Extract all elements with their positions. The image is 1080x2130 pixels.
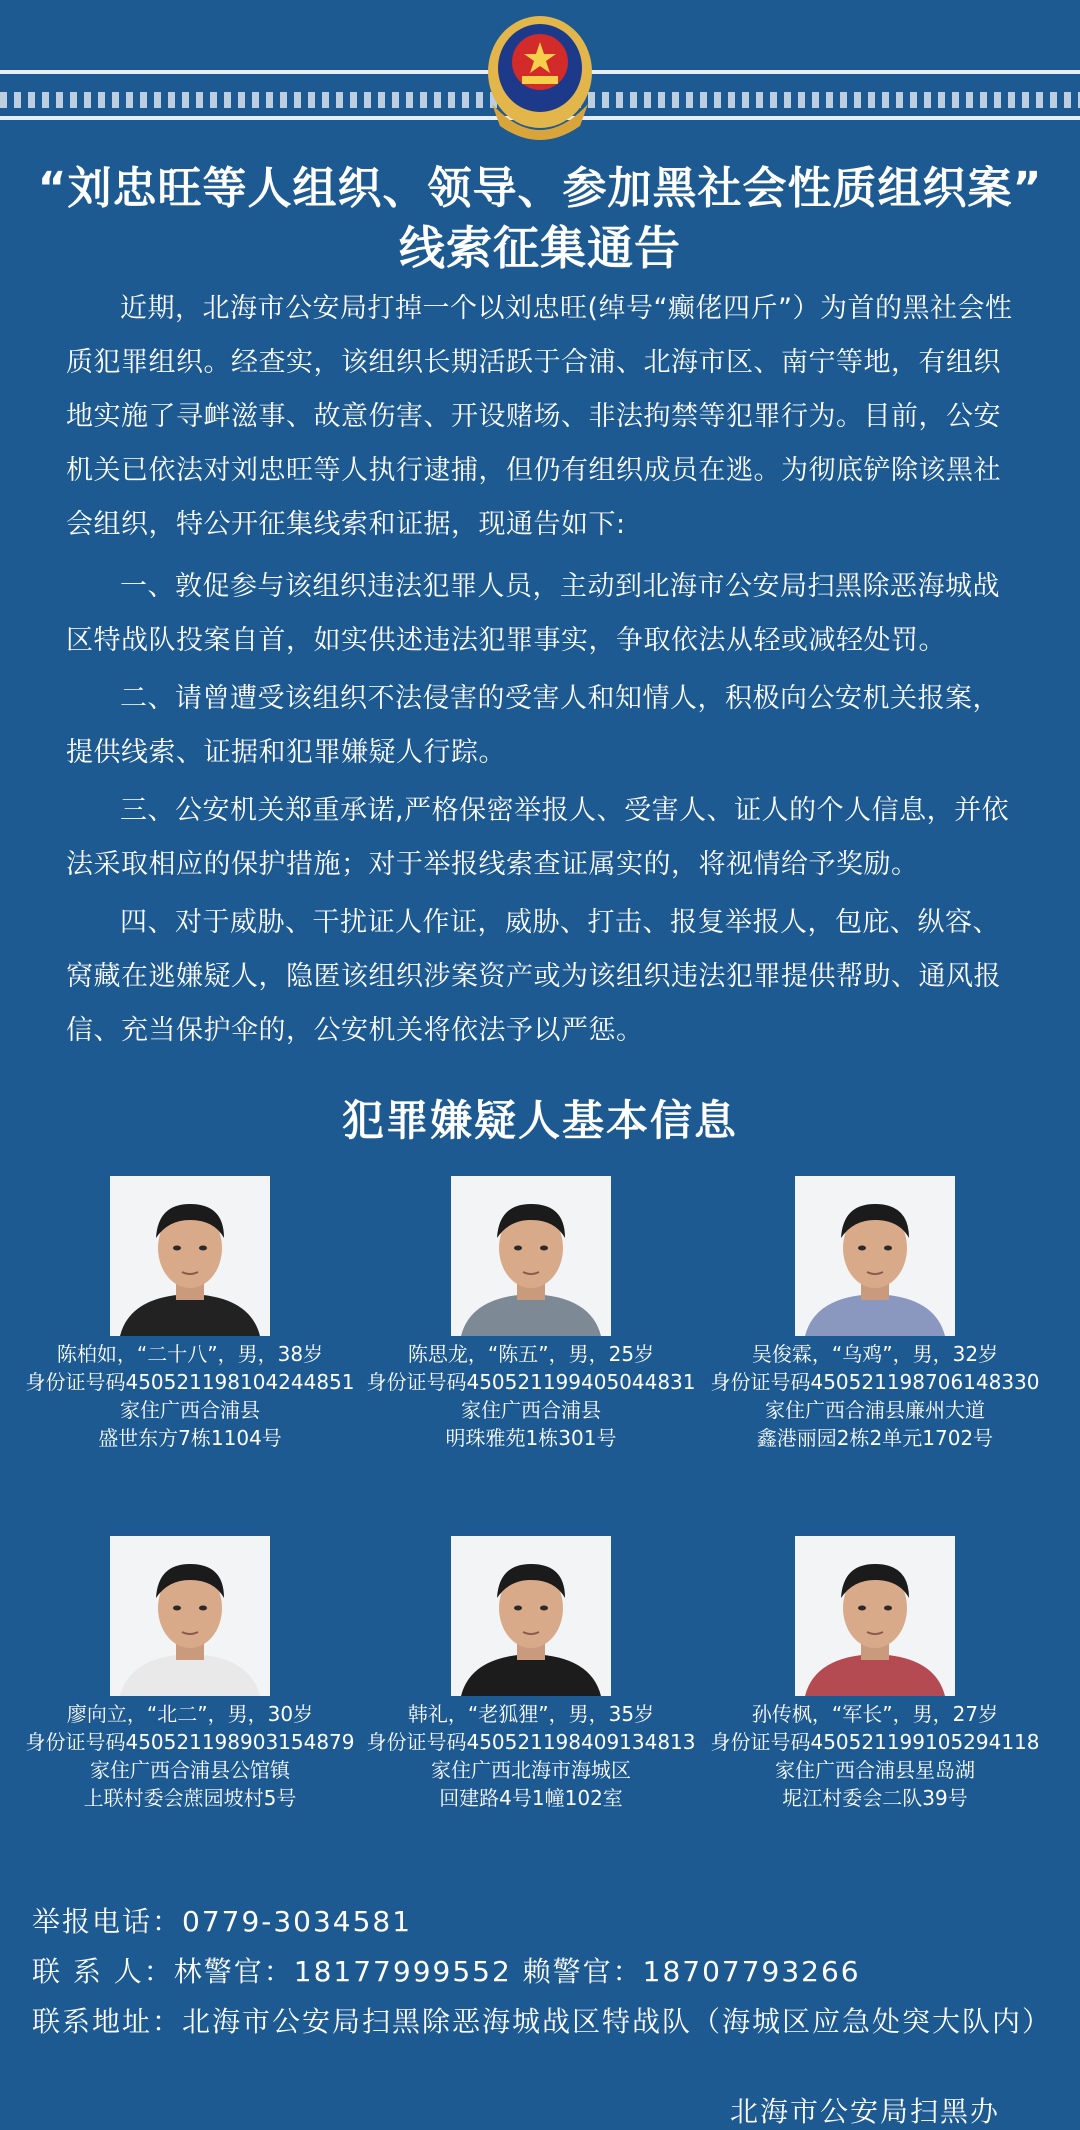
- police-emblem-icon: [472, 6, 608, 142]
- suspect-line4: 坭江村委会二队39号: [782, 1786, 968, 1810]
- suspect-line1: 孙传枫，“军长”，男，27岁: [751, 1702, 999, 1726]
- paragraph-item-1: 一、敦促参与该组织违法犯罪人员，主动到北海市公安局扫黑除恶海城战区特战队投案自首，如实供述违法犯罪事实，争取依法从轻或减轻处罚。: [66, 571, 1000, 656]
- suspect-card: [710, 1176, 1040, 1452]
- suspect-line2: 身份证号码450521198409134813: [366, 1730, 696, 1754]
- suspect-photo: [795, 1536, 955, 1696]
- suspect-line3: 家住广西合浦县: [120, 1398, 260, 1422]
- suspect-line3: 家住广西合浦县星岛湖: [775, 1758, 975, 1782]
- contact-phone: 举报电话：0779-3034581: [32, 1905, 413, 1938]
- suspect-line4: 回建路4号1幢102室: [439, 1786, 623, 1810]
- suspect-line4: 明珠雅苑1栋301号: [445, 1426, 617, 1450]
- suspect-line3: 家住广西合浦县公馆镇: [90, 1758, 290, 1782]
- paragraph-item-2: 二、请曾遭受该组织不法侵害的受害人和知情人，积极向公安机关报案，提供线索、证据和犯罪嫌疑人行踪。: [66, 683, 1000, 768]
- suspect-line1: 陈思龙，“陈五”，男，25岁: [407, 1342, 655, 1366]
- suspect-card: [710, 1536, 1040, 1812]
- paragraph-intro: 近期，北海市公安局打掉一个以刘忠旺(绰号“癫佬四斤”）为首的黑社会性质犯罪组织。经查实，该组织长期活跃于合浦、北海市区、南宁等地，有组织地实施了寻衅滋事、故意伤害、开设赌场、非法拘禁等犯罪行为。目前，公安机关已依法对刘忠旺等人执行逮捕，但仍有组织成员在逃。为彻底铲除该黑社会组织，特公开征集线索和证据，现通告如下:: [66, 293, 1013, 540]
- suspect-line1: 韩礼，“老狐狸”，男，35岁: [407, 1702, 655, 1726]
- suspect-line2: 身份证号码450521198706148330: [710, 1370, 1040, 1394]
- suspect-card: [366, 1176, 696, 1452]
- paragraph-item-3: 三、公安机关郑重承诺,严格保密举报人、受害人、证人的个人信息，并依法采取相应的保护措施；对于举报线索查证属实的，将视情给予奖励。: [66, 795, 1010, 880]
- suspect-line1: 陈柏如，“二十八”，男，38岁: [56, 1342, 324, 1366]
- title-line-2: 线索征集通告: [399, 221, 681, 275]
- contact-person: 联 系 人：林警官：18177999552 赖警官：18707793266: [32, 1955, 861, 1988]
- suspect-line3: 家住广西北海市海城区: [431, 1758, 631, 1782]
- signature: 北海市公安局扫黑办: [730, 2095, 1001, 2128]
- suspect-card: [366, 1536, 696, 1812]
- suspect-line3: 家住广西合浦县: [461, 1398, 601, 1422]
- suspect-photo: [110, 1176, 270, 1336]
- suspect-line2: 身份证号码450521199105294118: [710, 1730, 1040, 1754]
- suspect-photo: [110, 1536, 270, 1696]
- paragraph-item-4: 四、对于威胁、干扰证人作证，威胁、打击、报复举报人，包庇、纵容、窝藏在逃嫌疑人，隐匿该组织涉案资产或为该组织违法犯罪提供帮助、通风报信、充当保护伞的，公安机关将依法予以严惩。: [66, 907, 1001, 1046]
- suspect-line2: 身份证号码450521199405044831: [366, 1370, 696, 1394]
- suspect-card: [25, 1536, 355, 1812]
- title-line-1: “刘忠旺等人组织、领导、参加黑社会性质组织案”: [37, 163, 1043, 214]
- contact-address: 联系地址：北海市公安局扫黑除恶海城战区特战队（海城区应急处突大队内）: [32, 2005, 1053, 2038]
- suspect-line2: 身份证号码450521198903154879: [25, 1730, 355, 1754]
- suspect-line4: 上联村委会蔗园坡村5号: [83, 1786, 297, 1810]
- suspect-line4: 盛世东方7栋1104号: [98, 1426, 282, 1450]
- suspect-line3: 家住广西合浦县廉州大道: [765, 1398, 985, 1422]
- suspect-photo: [451, 1536, 611, 1696]
- suspect-line1: 廖向立，“北二”，男，30岁: [66, 1702, 314, 1726]
- suspect-photo: [451, 1176, 611, 1336]
- section-title: 犯罪嫌疑人基本信息: [341, 1096, 738, 1145]
- suspect-card: [25, 1176, 355, 1452]
- header-band: [0, 0, 1080, 160]
- suspect-photo: [795, 1176, 955, 1336]
- suspect-line4: 鑫港丽园2栋2单元1702号: [756, 1426, 994, 1450]
- suspect-line1: 吴俊霖，“乌鸡”，男，32岁: [751, 1342, 999, 1366]
- suspect-line2: 身份证号码450521198104244851: [25, 1370, 355, 1394]
